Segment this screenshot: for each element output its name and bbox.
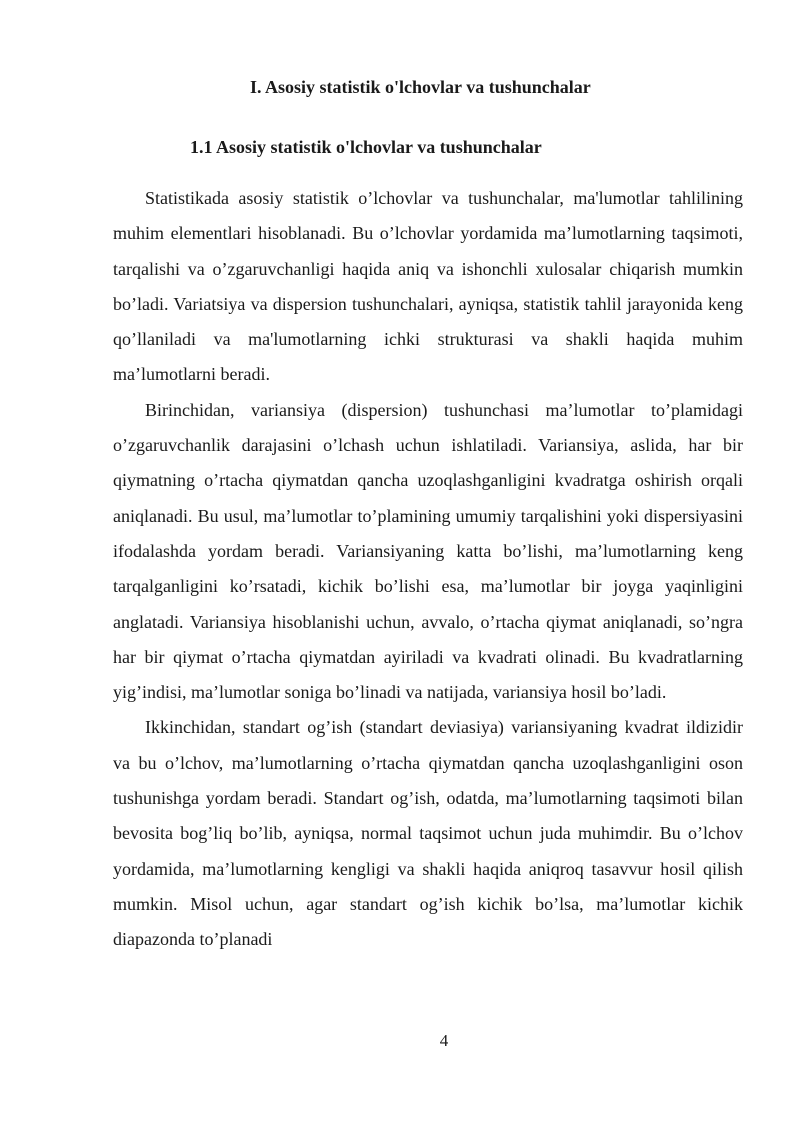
page-number: 4 [439, 1031, 449, 1050]
section-title: 1.1 Asosiy statistik o'lchovlar va tushunchalar [190, 137, 542, 157]
body-text [113, 181, 743, 958]
paragraph: Birinchidan, variansiya (dispersion) tushunchasi ma’lumotlar to’plamidagi o’zgaruvchanlik darajasini o’lchash uchun ishlatiladi. Variansiya, aslida, har bir qiymatning o’rtacha qiymatdan qancha uzoqlashganligini kvadratga oshirish orqali aniqlanadi. Bu usul, ma’lumotlar to’plamining umumiy tarqalishini yoki dispersiyasini ifodalashda yordam beradi. Variansiyaning katta bo’lishi, ma’lumotlarning keng tarqalganligini ko’rsatadi, kichik bo’lishi esa, ma’lumotlar bir joyga yaqinligini anglatadi. Variansiya hisoblanishi uchun, avvalo, o’rtacha qiymat aniqlanadi, so’ngra har bir qiymat o’rtacha qiymatdan ayiriladi va kvadrati olinadi. Bu kvadratlarning yig’indisi, ma’lumotlar soniga bo’linadi va natijada, variansiya hosil bo’ladi. [113, 399, 743, 703]
paragraph: Ikkinchidan, standart og’ish (standart deviasiya) variansiyaning kvadrat ildizidir va bu o’lchov, ma’lumotlarning o’rtacha qiymatdan qancha uzoqlashganligini oson tushunishga yordam beradi. Standart og’ish, odatda, ma’lumotlarning taqsimoti bilan bevosita bog’liq bo’lib, ayniqsa, normal taqsimot uchun juda muhimdir. Bu o’lchov yordamida, ma’lumotlarning kengligi va shakli haqida aniqroq tasavvur hosil qilish mumkin. Misol uchun, agar standart og’ish kichik bo’lsa, ma’lumotlar kichik diapazonda to’planadi [113, 717, 743, 950]
paragraph: Statistikada asosiy statistik o’lchovlar va tushunchalar, ma'lumotlar tahlilining muhim elementlari hisoblanadi. Bu o’lchovlar yordamida ma’lumotlarning taqsimoti, tarqalishi va o’zgaruvchanligi haqida aniq va ishonchli xulosalar chiqarish mumkin bo’ladi. Variatsiya va dispersion tushunchalari, ayniqsa, statistik tahlil jarayonida keng qo’llaniladi va ma'lumotlarning ichki strukturasi va shakli haqida muhim ma’lumotlarni beradi. [113, 188, 743, 385]
chapter-title: I. Asosiy statistik o'lchovlar va tushunchalar [250, 77, 591, 97]
